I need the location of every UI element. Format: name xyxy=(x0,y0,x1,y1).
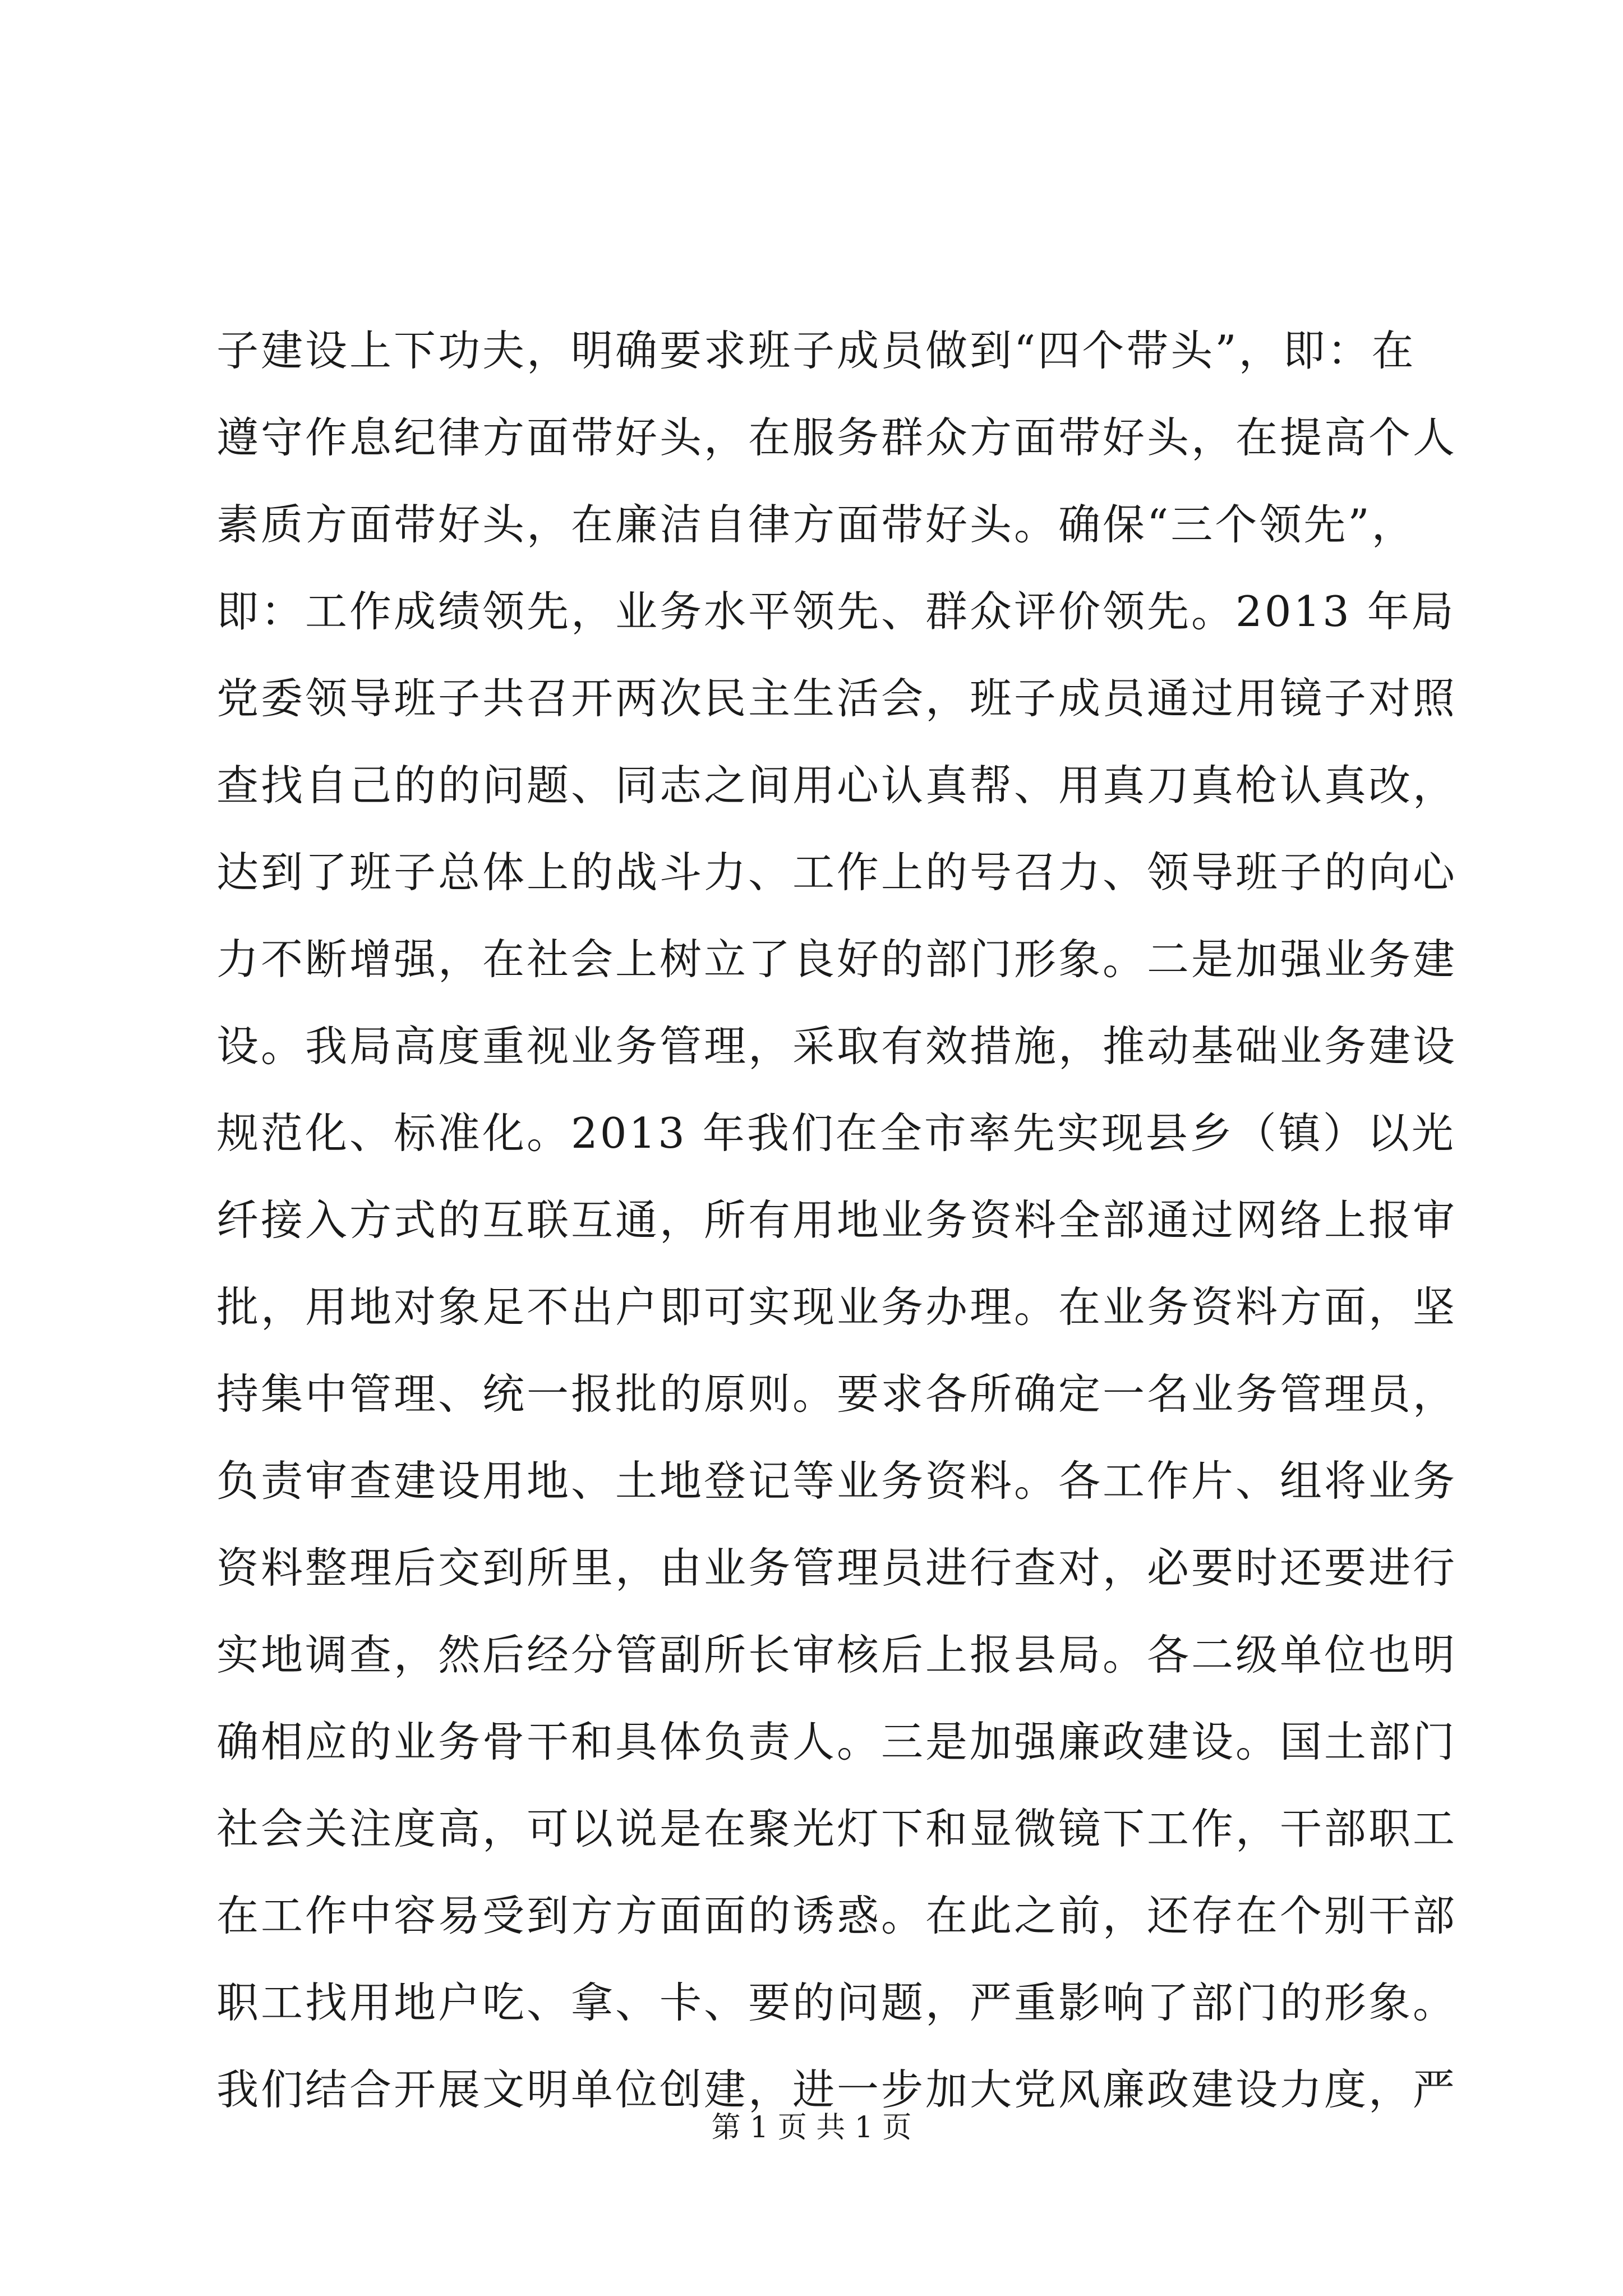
text-line: 持集中管理、统一报批的原则。要求各所确定一名业务管理员， xyxy=(216,1369,1458,1419)
text-line: 子建设上下功夫，明确要求班子成员做到“四个带头”，即：在 xyxy=(216,326,1416,375)
text-line: 我们结合开展文明单位创建，进一步加大党风廉政建设力度，严 xyxy=(216,2065,1458,2114)
text-line: 在工作中容易受到方方面面的诱惑。在此之前，还存在个别干部 xyxy=(216,1891,1458,1940)
text-line: 实地调查，然后经分管副所长审核后上报县局。各二级单位也明 xyxy=(216,1630,1458,1680)
text-line: 力不断增强，在社会上树立了良好的部门形象。二是加强业务建 xyxy=(216,935,1458,984)
text-line: 查找自己的的问题、同志之间用心认真帮、用真刀真枪认真改， xyxy=(216,761,1458,810)
text-line: 遵守作息纪律方面带好头，在服务群众方面带好头，在提高个人 xyxy=(216,413,1458,462)
text-line: 纤接入方式的互联互通，所有用地业务资料全部通过网络上报审 xyxy=(216,1195,1458,1245)
text-line: 资料整理后交到所里，由业务管理员进行查对，必要时还要进行 xyxy=(216,1543,1458,1593)
text-line: 素质方面带好头，在廉洁自律方面带好头。确保“三个领先”， xyxy=(216,500,1416,549)
text-line: 达到了班子总体上的战斗力、工作上的号召力、领导班子的向心 xyxy=(216,848,1458,897)
text-line: 规范化、标准化。2013 年我们在全市率先实现县乡（镇）以光 xyxy=(216,1108,1456,1158)
text-line: 批，用地对象足不出户即可实现业务办理。在业务资料方面，坚 xyxy=(216,1282,1458,1332)
text-line: 社会关注度高，可以说是在聚光灯下和显微镜下工作，干部职工 xyxy=(216,1804,1458,1853)
page-number-label: 第 1 页 共 1 页 xyxy=(711,2111,912,2145)
body-text xyxy=(216,307,1458,2133)
text-line: 即：工作成绩领先，业务水平领先、群众评价领先。2013 年局 xyxy=(216,587,1456,636)
page-footer xyxy=(0,2104,1623,2146)
text-line: 设。我局高度重视业务管理，采取有效措施，推动基础业务建设 xyxy=(216,1022,1458,1071)
text-line: 确相应的业务骨干和具体负责人。三是加强廉政建设。国土部门 xyxy=(216,1717,1458,1766)
text-line: 职工找用地户吃、拿、卡、要的问题，严重影响了部门的形象。 xyxy=(216,1978,1458,2027)
text-line: 负责审查建设用地、土地登记等业务资料。各工作片、组将业务 xyxy=(216,1456,1458,1506)
text-line: 党委领导班子共召开两次民主生活会，班子成员通过用镜子对照 xyxy=(216,674,1458,723)
